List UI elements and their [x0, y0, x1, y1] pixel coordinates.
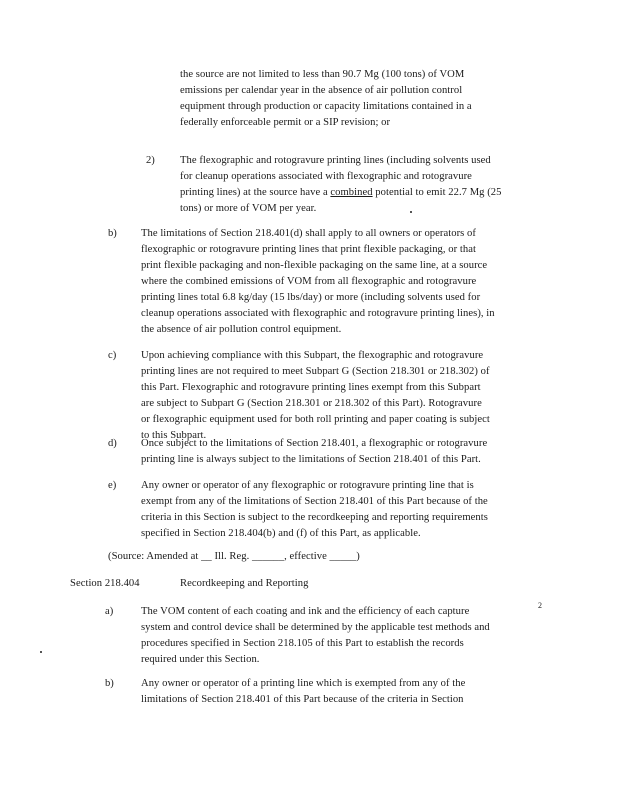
item-e-line: criteria in this Section is subject to the recordkeeping and reporting requirements	[141, 512, 488, 523]
item-b2-line: Any owner or operator of a printing line which is exempted from any of the	[141, 678, 466, 689]
item-d-line: Once subject to the limitations of Section 218.401, a flexographic or rotogravure	[141, 438, 488, 449]
item-b-line: cleanup operations associated with flexographic and rotogravure printing lines), in	[141, 308, 495, 319]
item-e-label: e)	[108, 480, 117, 491]
scan-speck	[40, 651, 42, 653]
scan-speck	[410, 211, 412, 213]
item-2-line	[180, 187, 502, 198]
item-e-line: Any owner or operator of any flexographic or rotogravure printing line that is	[141, 480, 474, 491]
item-c-line: printing lines are not required to meet Subpart G (Section 218.301 or 218.302) of	[141, 366, 490, 377]
section-number: Section 218.404	[70, 578, 140, 589]
item-b-line: the absence of air pollution control equipment.	[141, 324, 342, 335]
item-b-line: where the combined emissions of VOM from all flexographic and rotogravure	[141, 276, 477, 287]
item-2-line: for cleanup operations associated with flexographic and rotogravure	[180, 171, 472, 182]
continuation-line: equipment through production or capacity limitations contained in a	[180, 101, 472, 112]
item-b2-line: limitations of Section 218.401 of this Part because of the criteria in Section	[141, 694, 464, 705]
item-2-line: The flexographic and rotogravure printing lines (including solvents used	[180, 155, 491, 166]
continuation-line: federally enforceable permit or a SIP revision; or	[180, 117, 391, 128]
item-b-label: b)	[108, 228, 117, 239]
item-a2-label: a)	[105, 606, 114, 617]
item-d-line: printing line is always subject to the limitations of Section 218.401 of this Part.	[141, 454, 481, 465]
item-c-line: Upon achieving compliance with this Subpart, the flexographic and rotogravure	[141, 350, 484, 361]
item-b2-label: b)	[105, 678, 114, 689]
combined-underlined: combined	[330, 187, 373, 198]
item-2-line3-pre: printing lines) at the source have a	[180, 187, 331, 198]
source-note: (Source: Amended at __ Ill. Reg. ______, effective _____)	[108, 551, 360, 562]
item-a2-line: system and control device shall be determined by the applicable test methods and	[141, 622, 490, 633]
item-c-line: are subject to Subpart G (Section 218.301 or 218.302 of this Part). Rotogravure	[141, 398, 482, 409]
item-c-line: to this Subpart.	[141, 430, 207, 441]
margin-mark: 2	[538, 601, 542, 610]
item-b-line: printing lines total 6.8 kg/day (15 lbs/day) or more (including solvents used for	[141, 292, 481, 303]
item-c-label: c)	[108, 350, 117, 361]
item-b-line: print flexible packaging and non-flexible packaging on the same line, at a source	[141, 260, 488, 271]
continuation-line: emissions per calendar year in the absence of air pollution control	[180, 85, 463, 96]
section-title: Recordkeeping and Reporting	[180, 578, 309, 589]
item-2-line: tons) or more of VOM per year.	[180, 203, 317, 214]
item-c-line: this Part. Flexographic and rotogravure printing lines exempt from this Subpart	[141, 382, 481, 393]
item-e-line: specified in Section 218.404(b) and (f) of this Part, as applicable.	[141, 528, 421, 539]
item-d-label: d)	[108, 438, 117, 449]
continuation-line: the source are not limited to less than 90.7 Mg (100 tons) of VOM	[180, 69, 465, 80]
item-a2-line: procedures specified in Section 218.105 of this Part to establish the records	[141, 638, 464, 649]
item-b-line: The limitations of Section 218.401(d) shall apply to all owners or operators of	[141, 228, 476, 239]
item-e-line: exempt from any of the limitations of Section 218.401 of this Part because of the	[141, 496, 488, 507]
item-b-line: flexographic or rotogravure printing lines that print flexible packaging, or that	[141, 244, 477, 255]
item-c-line: or flexographic equipment used for both roll printing and paper coating is subject	[141, 414, 490, 425]
item-a2-line: The VOM content of each coating and ink and the efficiency of each capture	[141, 606, 470, 617]
item-2-label: 2)	[146, 155, 155, 166]
item-2-line3-post: potential to emit 22.7 Mg (25	[372, 187, 502, 198]
item-a2-line: required under this Section.	[141, 654, 260, 665]
